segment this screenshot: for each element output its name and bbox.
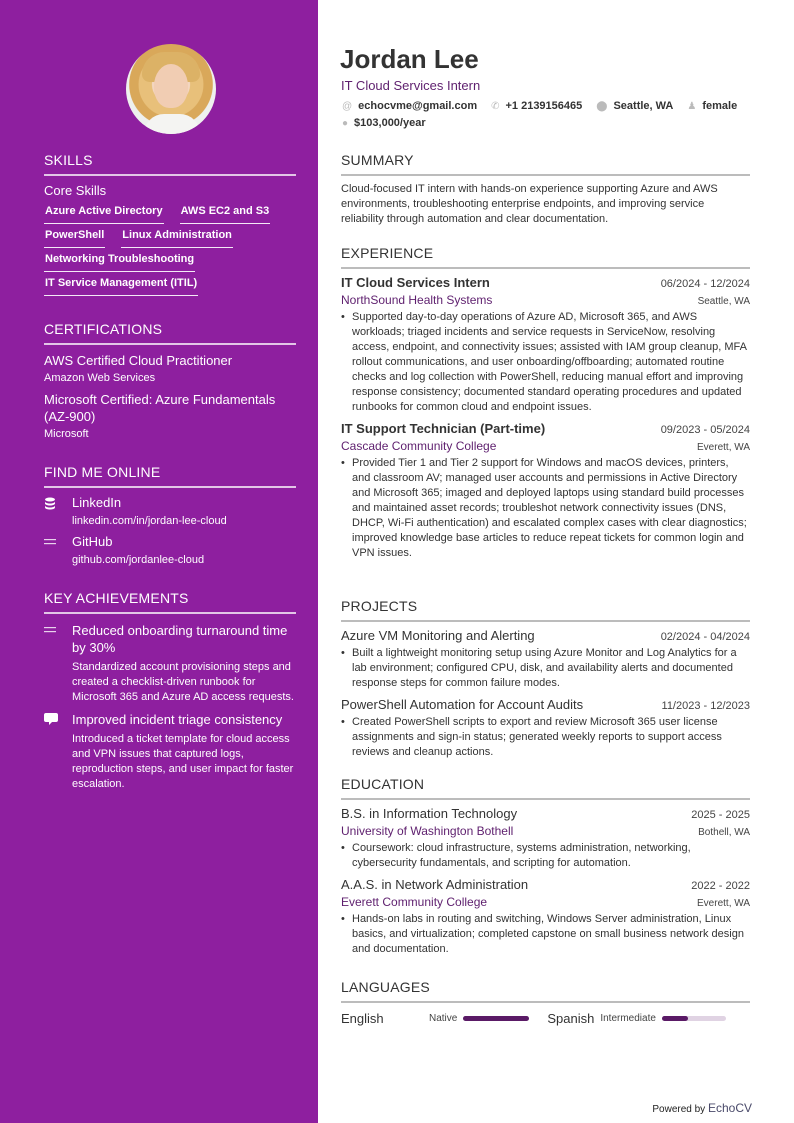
project-entry <box>341 697 750 760</box>
school-location: Everett, WA <box>697 898 750 909</box>
project-title: Azure VM Monitoring and Alerting <box>341 628 535 643</box>
project-date: 02/2024 - 04/2024 <box>660 631 750 643</box>
language-bar-fill <box>662 1016 688 1021</box>
experience-title: EXPERIENCE <box>341 245 750 269</box>
job-date: 06/2024 - 12/2024 <box>660 278 750 290</box>
language-name: English <box>341 1011 384 1026</box>
avatar-face <box>154 64 188 108</box>
language-bar <box>662 1016 726 1021</box>
bullet-dot: • <box>341 647 345 659</box>
footer-prefix: Powered by <box>652 1104 706 1115</box>
experience-entry <box>341 275 750 415</box>
achievement-item <box>44 622 296 705</box>
money-icon: ● <box>342 117 349 129</box>
education-entry <box>341 877 750 957</box>
job-date: 09/2023 - 05/2024 <box>660 424 750 436</box>
bullet-dot: • <box>341 913 345 925</box>
project-entry <box>341 628 750 691</box>
online-section <box>44 464 296 566</box>
school-name: Everett Community College <box>341 895 488 909</box>
projects-title: PROJECTS <box>341 598 750 622</box>
language-bar <box>463 1016 529 1021</box>
footer-brand[interactable]: EchoCV <box>707 1101 752 1115</box>
education-section <box>341 776 750 957</box>
email-value: echocvme@gmail.com <box>358 100 478 112</box>
job-location: Everett, WA <box>697 442 750 453</box>
online-item-linkedin[interactable] <box>44 495 296 527</box>
salary-value: $103,000/year <box>354 117 426 129</box>
project-bullet: Created PowerShell scripts to export and review Microsoft 365 user license assignments and sign-in status; generated weekly reports to support access reviews and cleanup actions. <box>352 716 722 758</box>
cert-org: Microsoft <box>44 428 89 440</box>
language-bar-fill <box>463 1016 529 1021</box>
online-url[interactable]: github.com/jordanlee-cloud <box>72 554 205 566</box>
language-name: Spanish <box>547 1011 595 1026</box>
projects-section <box>341 598 750 760</box>
education-date: 2022 - 2022 <box>691 880 750 892</box>
skill-chip: PowerShell <box>44 226 105 248</box>
school-name: University of Washington Bothell <box>341 824 514 838</box>
skill-chip: IT Service Management (ITIL) <box>44 274 198 296</box>
sidebar <box>0 0 318 1123</box>
job-location: Seattle, WA <box>697 296 750 307</box>
lines-icon <box>44 622 72 705</box>
education-title: EDUCATION <box>341 776 750 800</box>
contact-email[interactable] <box>342 100 477 112</box>
job-title: IT Cloud Services Intern <box>341 275 490 290</box>
bullet-dot: • <box>341 311 345 323</box>
cert-name: AWS Certified Cloud Practitioner <box>44 353 233 368</box>
skills-list <box>44 202 296 298</box>
skill-chip: Azure Active Directory <box>44 202 164 224</box>
skills-title: SKILLS <box>44 152 296 176</box>
online-name: GitHub <box>72 534 113 549</box>
contact-location <box>596 100 673 112</box>
school-location: Bothell, WA <box>698 827 750 838</box>
achievement-desc: Introduced a ticket template for cloud access and VPN issues that captured logs, reproduction steps, and user impact for faster escalation. <box>72 733 294 790</box>
summary-text: Cloud-focused IT intern with hands-on experience supporting Azure and AWS environments, troubleshooting enterprise endpoints, and improving service reliability through automation and clear documentation. <box>341 183 718 225</box>
company-name: NorthSound Health Systems <box>341 293 493 307</box>
project-date: 11/2023 - 12/2023 <box>661 700 750 712</box>
database-icon <box>44 495 72 527</box>
bullet-dot: • <box>341 716 345 728</box>
location-pin-icon: ⬤ <box>596 100 608 112</box>
cert-name: Microsoft Certified: Azure Fundamentals (AZ-900) <box>44 392 276 424</box>
achievement-title: Reduced onboarding turnaround time by 30% <box>72 623 288 655</box>
contact-row <box>342 100 751 112</box>
project-title: PowerShell Automation for Account Audits <box>341 697 584 712</box>
online-url[interactable]: linkedin.com/in/jordan-lee-cloud <box>72 515 227 527</box>
main-content <box>318 0 794 1123</box>
skill-chip: Linux Administration <box>121 226 233 248</box>
skill-chip: AWS EC2 and S3 <box>180 202 271 224</box>
job-bullet: Provided Tier 1 and Tier 2 support for Windows and macOS devices, printers, and classroom AV; managed user accounts and permissions in Active Directory and Microsoft 365; imaged and deployed laptops using standard build processes and maintained asset records; troubleshot network connectivity issues (DNS, DHCP, Wi-Fi authentication) and escalated complex cases with clear diagnostics; improved knowledge base articles to reduce repeat tickets for common login and VPN issues. <box>352 457 747 559</box>
degree-title: B.S. in Information Technology <box>341 806 518 821</box>
candidate-role: IT Cloud Services Intern <box>341 78 481 93</box>
languages-section <box>341 979 750 1026</box>
achievements-title: KEY ACHIEVEMENTS <box>44 590 296 614</box>
contact-phone[interactable] <box>491 100 582 112</box>
contact-salary <box>342 117 426 129</box>
achievement-item <box>44 711 296 792</box>
languages-title: LANGUAGES <box>341 979 750 1003</box>
phone-value: +1 2139156465 <box>505 100 583 112</box>
degree-title: A.A.S. in Network Administration <box>341 877 529 892</box>
contact-gender <box>687 100 737 112</box>
salary-row <box>342 117 440 129</box>
lines-icon <box>44 534 72 566</box>
summary-title: SUMMARY <box>341 152 750 176</box>
location-value: Seattle, WA <box>613 100 674 112</box>
candidate-name: Jordan Lee <box>340 44 479 74</box>
company-name: Cascade Community College <box>341 439 497 453</box>
skills-section <box>44 152 296 298</box>
phone-icon: ✆ <box>491 100 500 112</box>
footer <box>652 1101 752 1115</box>
online-title: FIND ME ONLINE <box>44 464 296 488</box>
skills-group-label: Core Skills <box>44 183 107 198</box>
skill-chip: Networking Troubleshooting <box>44 250 195 272</box>
certifications-section <box>44 321 296 440</box>
experience-entry <box>341 421 750 561</box>
language-level: Native <box>429 1013 458 1024</box>
at-icon: @ <box>342 100 353 112</box>
avatar-shirt <box>144 114 200 134</box>
education-bullet: Hands-on labs in routing and switching, Windows Server administration, Linux basics, and virtualization; completed capstone on small business network design and documentation. <box>352 913 744 955</box>
project-bullet: Built a lightweight monitoring setup using Azure Monitor and Log Analytics for a lab environment; configured CPU, disk, and availability alerts and documented response steps for common failure modes. <box>352 647 737 689</box>
achievements-section <box>44 590 296 792</box>
job-bullet: Supported day-to-day operations of Azure AD, Microsoft 365, and AWS workloads; triaged incidents and service requests in ServiceNow, resolving access, endpoint, and connectivity issues; assisted with IAM group cleanup, MFA rollout communications, and user onboarding/offboarding; automated routine checks and log collection with PowerShell, reducing manual effort and improving response consistency; documented standard operating procedures and updated runbooks for common cloud and endpoint issues. <box>352 311 747 413</box>
languages-row <box>341 1011 750 1026</box>
avatar <box>126 44 216 134</box>
speech-bubble-icon <box>44 711 72 792</box>
achievement-desc: Standardized account provisioning steps and created a checklist-driven runbook for Microsoft 365 and Azure AD access requests. <box>72 661 294 703</box>
cert-org: Amazon Web Services <box>44 372 156 384</box>
certifications-title: CERTIFICATIONS <box>44 321 296 345</box>
summary-section <box>341 152 750 227</box>
online-name: LinkedIn <box>72 495 122 510</box>
person-icon: ♟ <box>687 100 697 112</box>
job-title: IT Support Technician (Part-time) <box>341 421 546 436</box>
achievement-title: Improved incident triage consistency <box>72 712 283 727</box>
bullet-dot: • <box>341 842 345 854</box>
online-item-github[interactable] <box>44 534 296 566</box>
experience-section <box>341 245 750 561</box>
education-entry <box>341 806 750 871</box>
education-bullet: Coursework: cloud infrastructure, systems administration, networking, cybersecurity fundamentals, and scripting for automation. <box>352 842 691 869</box>
bullet-dot: • <box>341 457 345 469</box>
language-level: Intermediate <box>600 1013 656 1024</box>
education-date: 2025 - 2025 <box>691 809 750 821</box>
gender-value: female <box>702 100 738 112</box>
